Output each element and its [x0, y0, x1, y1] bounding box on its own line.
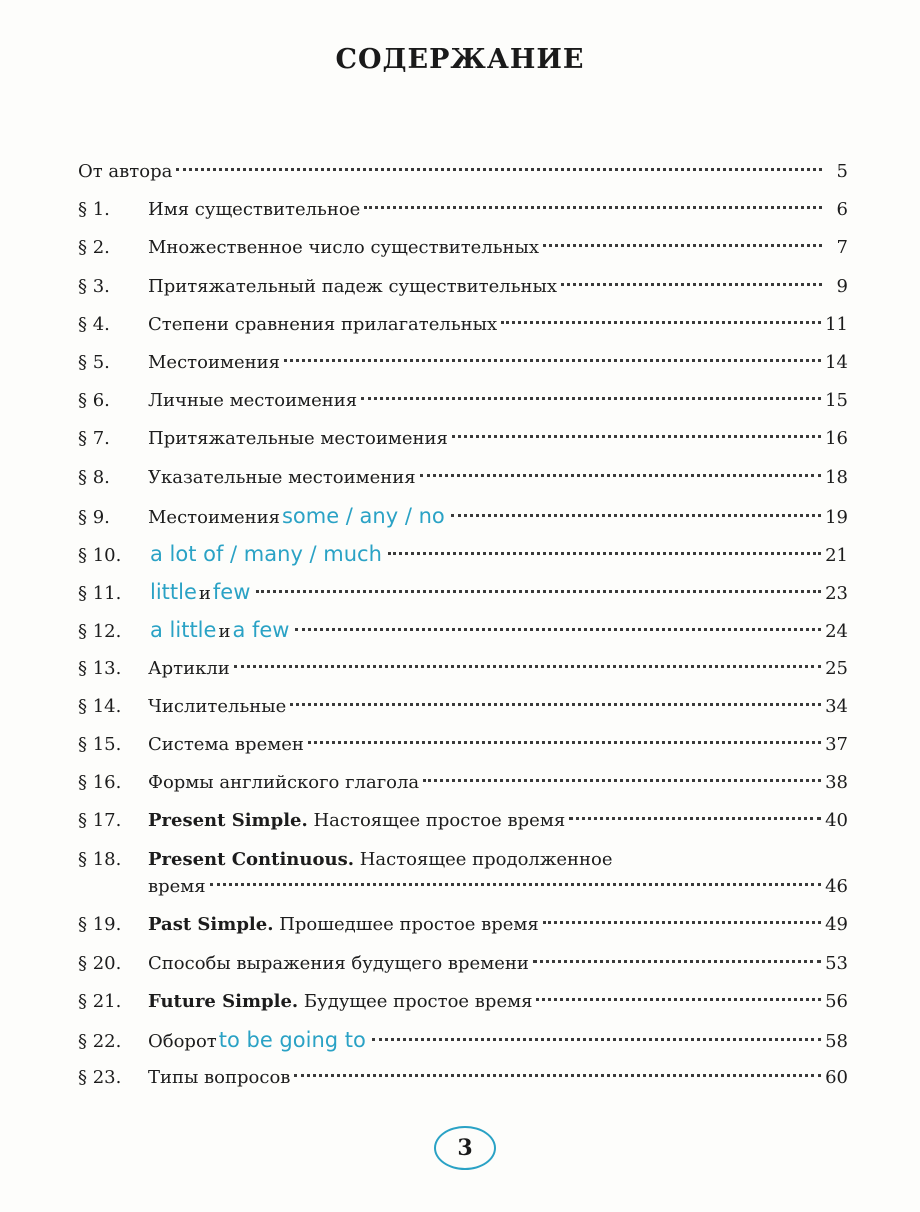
page-ref: 60: [825, 1067, 848, 1089]
toc-entry: [78, 272, 848, 302]
entry-title: Местоимения: [148, 352, 280, 373]
toc-entry: [78, 348, 848, 378]
entry-title: Типы вопросов: [148, 1067, 291, 1089]
page-ref: 21: [825, 545, 848, 566]
entry-title: Способы выражения будущего времени: [148, 952, 529, 974]
dot-leader: [372, 1038, 821, 1041]
dot-leader: [452, 435, 821, 438]
page-ref: 6: [836, 199, 848, 221]
dot-leader: [543, 921, 821, 924]
toc-entry: [78, 987, 848, 1017]
dot-leader: [295, 628, 821, 631]
page-ref: 53: [825, 952, 848, 974]
dot-leader: [451, 514, 821, 517]
entry-title: Формы английского глагола: [148, 772, 420, 794]
toc-entry: [78, 195, 848, 225]
page-ref: 25: [825, 657, 848, 679]
toc-entry: [78, 910, 848, 940]
entry-title-bold: Present Continuous.: [148, 848, 354, 870]
page-ref: 46: [825, 876, 848, 898]
dot-leader: [569, 817, 821, 820]
dot-leader: [284, 359, 821, 362]
entry-title: Степени сравнения прилагательных: [148, 313, 498, 335]
dot-leader: [308, 741, 821, 744]
toc-entry: [78, 692, 848, 722]
toc-entry: [78, 424, 848, 454]
section-number: § 4.: [78, 313, 110, 335]
toc-entry: [78, 949, 848, 979]
entry-english-term: few: [212, 580, 251, 605]
page-ref: 7: [836, 237, 848, 259]
section-number: § 22.: [78, 1030, 122, 1052]
dot-leader: [234, 665, 821, 668]
page-ref: 38: [825, 772, 848, 794]
entry-english-term: a few: [232, 618, 290, 643]
page-ref: 15: [825, 390, 848, 412]
entry-english-term: a lot of / many / much: [150, 542, 382, 566]
page-ref: 11: [825, 313, 848, 335]
dot-leader: [533, 960, 821, 963]
toc-entry: [78, 615, 848, 645]
dot-leader: [290, 703, 821, 706]
section-number: § 3.: [78, 275, 110, 297]
entry-title-bold: Present Simple.: [148, 810, 308, 832]
toc-entry: [78, 539, 848, 569]
entry-title: Указательные местоимения: [148, 466, 416, 488]
toc-entry: [78, 233, 848, 263]
section-number: § 13.: [78, 657, 122, 679]
entry-title-bold: Future Simple.: [148, 990, 299, 1012]
dot-leader: [388, 552, 821, 555]
section-number: § 6.: [78, 390, 110, 412]
page-ref: 24: [825, 621, 848, 643]
entry-title: Система времен: [148, 734, 304, 755]
dot-leader: [364, 206, 822, 209]
section-number: § 2.: [78, 237, 110, 259]
section-number: § 1.: [78, 199, 110, 221]
toc-entry: [78, 386, 848, 416]
entry-title: Артикли: [148, 657, 230, 679]
entry-title: Множественное число существительных: [148, 237, 540, 259]
toc-entry: [78, 1063, 848, 1093]
page-number-badge: 3: [434, 1126, 496, 1170]
section-number: § 7.: [78, 428, 110, 450]
dot-leader: [294, 1074, 821, 1077]
section-number: § 5.: [78, 352, 110, 373]
page-ref: 58: [825, 1030, 848, 1052]
entry-conjunction: и: [198, 583, 211, 605]
dot-leader: [361, 397, 821, 400]
section-number: § 17.: [78, 810, 122, 832]
entry-title: Местоимения: [148, 506, 280, 528]
dot-leader: [501, 321, 821, 324]
entry-english-term: some / any / no: [281, 503, 445, 528]
entry-title: Числительные: [148, 695, 287, 717]
section-number: § 8.: [78, 466, 110, 488]
dot-leader: [536, 998, 821, 1001]
toc-entry: [78, 806, 848, 836]
page-ref: 40: [825, 810, 848, 832]
toc-entry-continuation: [78, 872, 848, 902]
toc-entry: [78, 501, 848, 531]
page-ref: 14: [825, 352, 848, 373]
entry-title-continuation: время: [148, 876, 206, 898]
page-ref: 9: [836, 275, 848, 297]
entry-title: Прошедшее простое время: [279, 914, 539, 936]
section-number: § 21.: [78, 990, 122, 1012]
entry-title: Личные местоимения: [148, 390, 358, 412]
entry-title: Имя существительное: [148, 199, 361, 221]
entry-english-term: a little: [150, 618, 217, 643]
dot-leader: [543, 244, 822, 247]
entry-title-bold: Past Simple.: [148, 914, 274, 936]
toc-entry: [78, 768, 848, 798]
page-ref: 37: [825, 734, 848, 755]
section-number: § 23.: [78, 1067, 122, 1089]
toc-entry: [78, 157, 848, 187]
toc-entry: [78, 654, 848, 684]
dot-leader: [423, 779, 821, 782]
entry-title: Притяжательный падеж существительных: [148, 275, 557, 297]
section-number: § 15.: [78, 734, 122, 755]
toc-entry: [78, 463, 848, 493]
section-number: § 18.: [78, 848, 122, 870]
page-title: СОДЕРЖАНИЕ: [335, 44, 585, 75]
toc-entry: [78, 730, 848, 760]
dot-leader: [256, 590, 821, 593]
section-number: § 19.: [78, 914, 122, 936]
section-number: § 16.: [78, 772, 122, 794]
entry-english-term: little: [150, 580, 197, 605]
page-ref: 23: [825, 583, 848, 605]
toc-entry: [78, 845, 848, 875]
section-number: § 20.: [78, 952, 122, 974]
section-number: § 14.: [78, 695, 122, 717]
entry-english-term: to be going to: [218, 1027, 366, 1052]
toc-entry: [78, 1025, 848, 1055]
page-ref: 34: [825, 695, 848, 717]
page-ref: 56: [825, 990, 848, 1012]
dot-leader: [210, 883, 821, 886]
page-ref: 16: [825, 428, 848, 450]
entry-conjunction: и: [218, 621, 231, 643]
section-number: § 9.: [78, 506, 110, 528]
dot-leader: [561, 283, 822, 286]
entry-title: Оборот: [148, 1030, 217, 1052]
entry-title: Настоящее простое время: [313, 810, 566, 832]
page-ref: 19: [825, 506, 848, 528]
toc-entry: [78, 310, 848, 340]
dot-leader: [420, 474, 821, 477]
section-number: § 12.: [78, 621, 122, 643]
dot-leader: [176, 168, 822, 171]
entry-title: От автора: [78, 161, 173, 182]
section-number: § 10.: [78, 545, 122, 566]
page-ref: 18: [825, 466, 848, 488]
page-ref: 49: [825, 914, 848, 936]
section-number: § 11.: [78, 583, 122, 605]
page-ref: 5: [836, 161, 848, 182]
entry-title: Притяжательные местоимения: [148, 428, 448, 450]
toc-entry: [78, 577, 848, 607]
entry-title: Настоящее продолженное: [359, 848, 613, 870]
entry-title: Будущее простое время: [303, 990, 533, 1012]
